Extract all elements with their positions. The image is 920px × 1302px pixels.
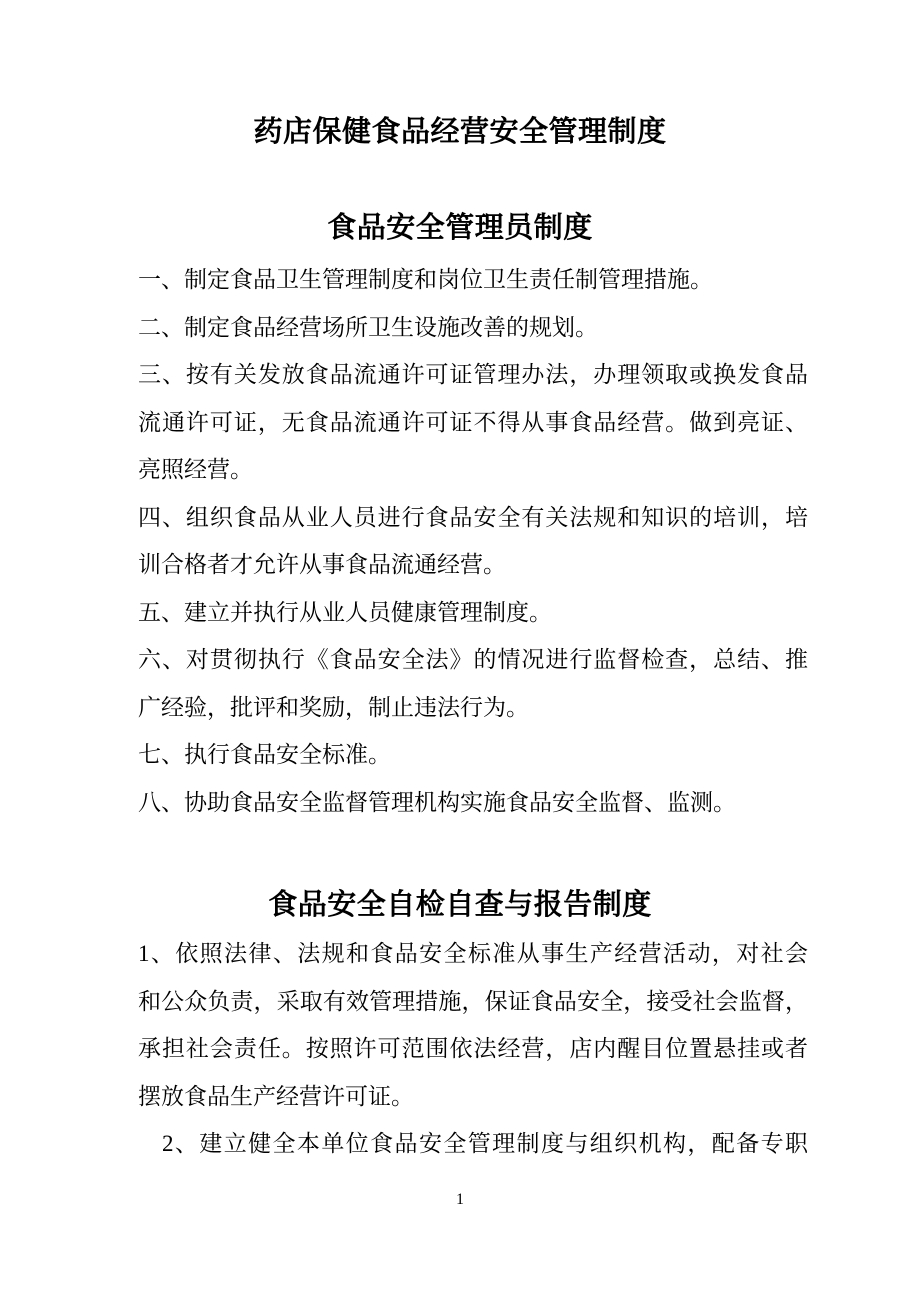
- doc-line: 2、建立健全本单位食品安全管理制度与组织机构，配备专职: [162, 1131, 808, 1156]
- doc-line: 承担社会责任。按照许可范围依法经营，店内醒目位置悬挂或者: [138, 1036, 808, 1061]
- section-food-safety-manager: [138, 256, 808, 826]
- document-title: 药店保健食品经营安全管理制度: [253, 116, 667, 148]
- section-heading-food-safety-manager: 食品安全管理员制度: [327, 212, 593, 244]
- doc-line: 1、依照法律、法规和食品安全标准从事生产经营活动，对社会: [138, 941, 808, 966]
- doc-line: 八、协助食品安全监督管理机构实施食品安全监督、监测。: [138, 789, 736, 815]
- page-number: 1: [456, 1190, 464, 1208]
- doc-line: 六、对贯彻执行《食品安全法》的情况进行监督检查，总结、推: [138, 647, 808, 672]
- doc-line: 亮照经营。: [138, 457, 253, 482]
- doc-line: 流通许可证，无食品流通许可证不得从事食品经营。做到亮证、: [138, 409, 808, 435]
- doc-line: 和公众负责，采取有效管理措施，保证食品安全，接受社会监督，: [138, 988, 808, 1014]
- doc-line: 训合格者才允许从事食品流通经营。: [138, 552, 506, 577]
- doc-line: 四、组织食品从业人员进行食品安全有关法规和知识的培训，培: [138, 504, 808, 530]
- section-heading-self-inspection: 食品安全自检自查与报告制度: [268, 889, 652, 921]
- doc-line: 二、制定食品经营场所卫生设施改善的规划。: [138, 314, 598, 340]
- doc-line: 七、执行食品安全标准。: [138, 742, 391, 767]
- doc-line: 摆放食品生产经营许可证。: [138, 1083, 414, 1109]
- doc-line: 广经验，批评和奖励，制止违法行为。: [138, 694, 529, 720]
- doc-line: 三、按有关发放食品流通许可证管理办法，办理领取或换发食品: [138, 362, 808, 387]
- doc-line: 一、制定食品卫生管理制度和岗位卫生责任制管理措施。: [138, 267, 713, 292]
- section-self-inspection: [138, 930, 808, 1168]
- doc-line: 五、建立并执行从业人员健康管理制度。: [138, 599, 552, 625]
